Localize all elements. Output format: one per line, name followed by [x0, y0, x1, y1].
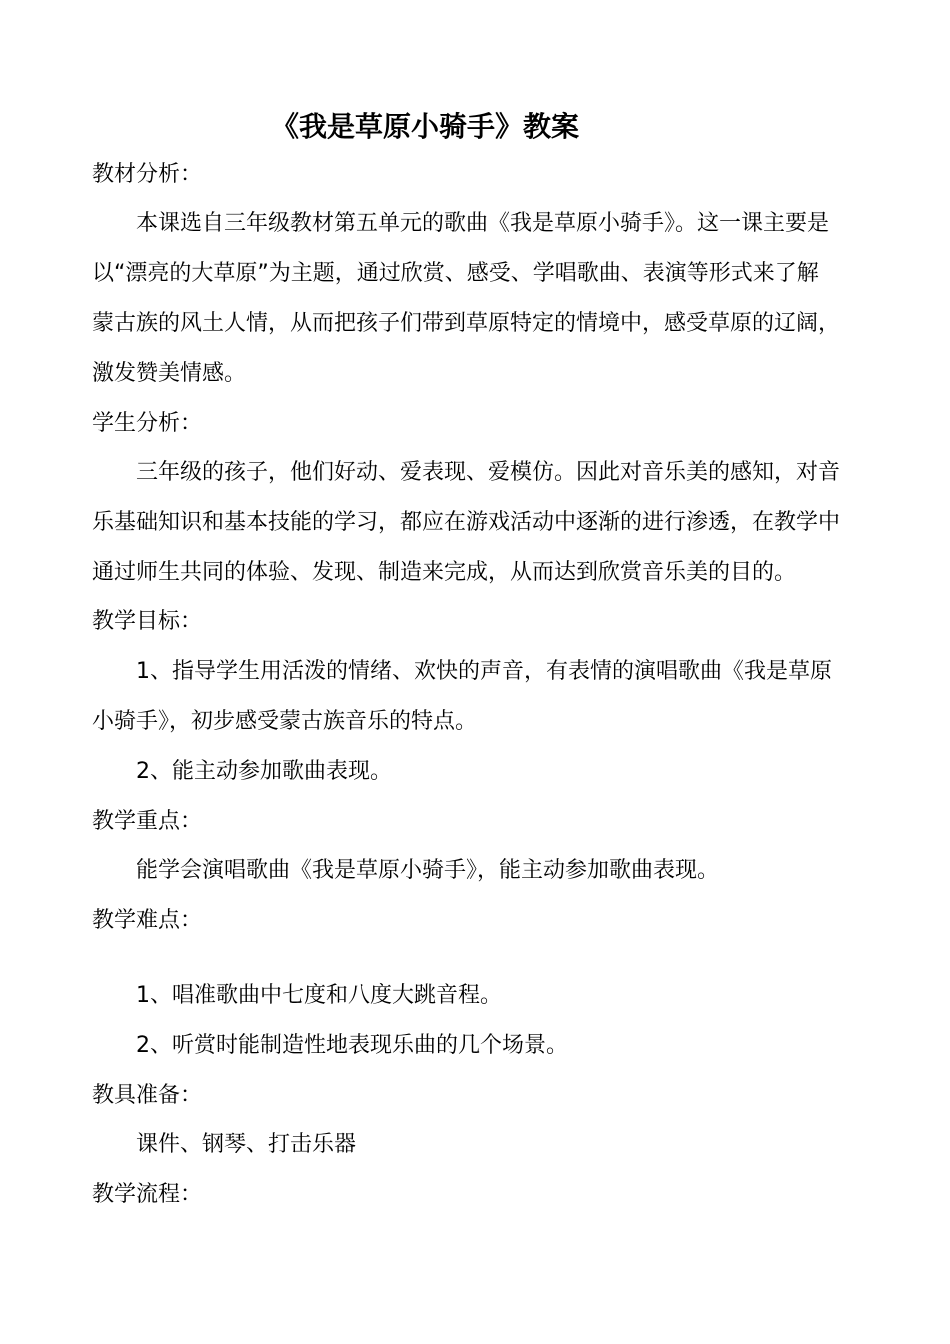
- paragraph-line: 三年级的孩子，他们好动、爱表现、爱模仿。因此对音乐美的感知，对音: [136, 460, 841, 485]
- document-title: 《我是草原小骑手》教案: [270, 110, 579, 143]
- paragraph-line: 1、指导学生用活泼的情绪、欢快的声音，有表情的演唱歌曲《我是草原: [136, 659, 832, 684]
- paragraph-line: 2、听赏时能制造性地表现乐曲的几个场景。: [136, 1033, 568, 1058]
- paragraph-line: 乐基础知识和基本技能的学习，都应在游戏活动中逐渐的进行渗透，在教学中: [92, 510, 841, 535]
- section-heading-difficulties: 教学难点：: [92, 908, 203, 933]
- section-heading-goals: 教学目标：: [92, 609, 203, 634]
- paragraph-line: 蒙古族的风土人情，从而把孩子们带到草原特定的情境中，感受草原的辽阔，: [92, 311, 841, 336]
- paragraph-line: 2、能主动参加歌曲表现。: [136, 759, 392, 784]
- paragraph-line: 1、唱准歌曲中七度和八度大跳音程。: [136, 983, 502, 1008]
- paragraph-line: 小骑手》，初步感受蒙古族音乐的特点。: [92, 709, 478, 734]
- paragraph-line: 以“漂亮的大草原”为主题，通过欣赏、感受、学唱歌曲、表演等形式来了解: [92, 261, 819, 286]
- paragraph-line: 课件、钢琴、打击乐器: [136, 1132, 357, 1157]
- paragraph-line: 通过师生共同的体验、发现、制造来完成，从而达到欣赏音乐美的目的。: [92, 560, 797, 585]
- section-heading-key-points: 教学重点：: [92, 809, 203, 834]
- section-heading-material: 教材分析：: [92, 162, 203, 187]
- paragraph-line: 能学会演唱歌曲《我是草原小骑手》，能主动参加歌曲表现。: [136, 858, 720, 883]
- paragraph-line: 激发赞美情感。: [92, 361, 247, 386]
- section-heading-tools: 教具准备：: [92, 1083, 203, 1108]
- section-heading-process: 教学流程：: [92, 1182, 203, 1207]
- paragraph-line: 本课选自三年级教材第五单元的歌曲《我是草原小骑手》。这一课主要是: [136, 211, 830, 236]
- section-heading-students: 学生分析：: [92, 411, 203, 436]
